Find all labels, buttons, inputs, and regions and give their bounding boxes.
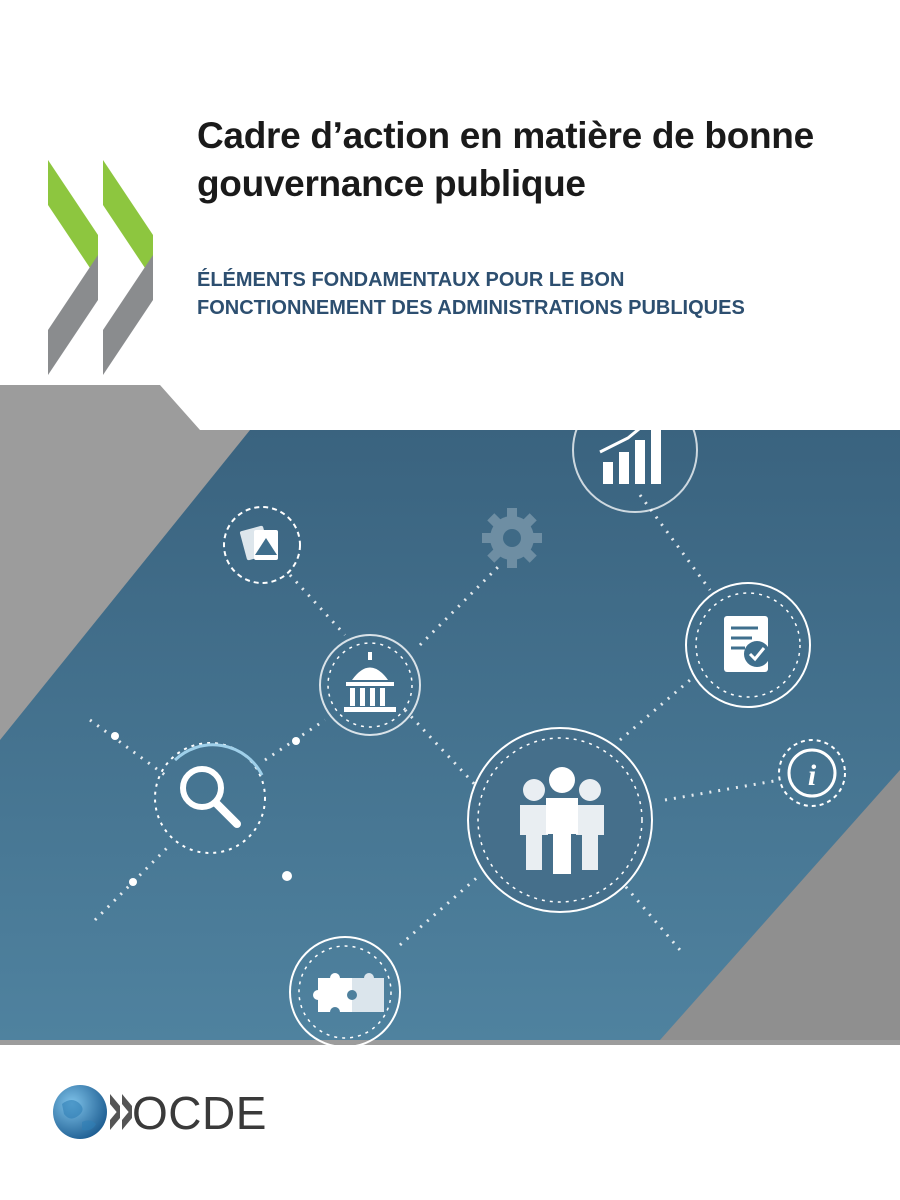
cover-subtitle: ÉLÉMENTS FONDAMENTAUX POUR LE BON FONCTIONNEMENT DES ADMINISTRATIONS PUBLIQUES	[197, 269, 745, 319]
svg-text:i: i	[807, 759, 817, 792]
oecd-chevron-emblem	[48, 160, 158, 380]
cover-title: Cadre d’action en matière de bonne gouvernance publique	[197, 115, 814, 204]
gear-icon	[482, 508, 542, 568]
ocde-wordmark: OCDE	[132, 1087, 267, 1139]
people-group-icon	[468, 728, 652, 912]
cover-illustration	[0, 380, 900, 1045]
